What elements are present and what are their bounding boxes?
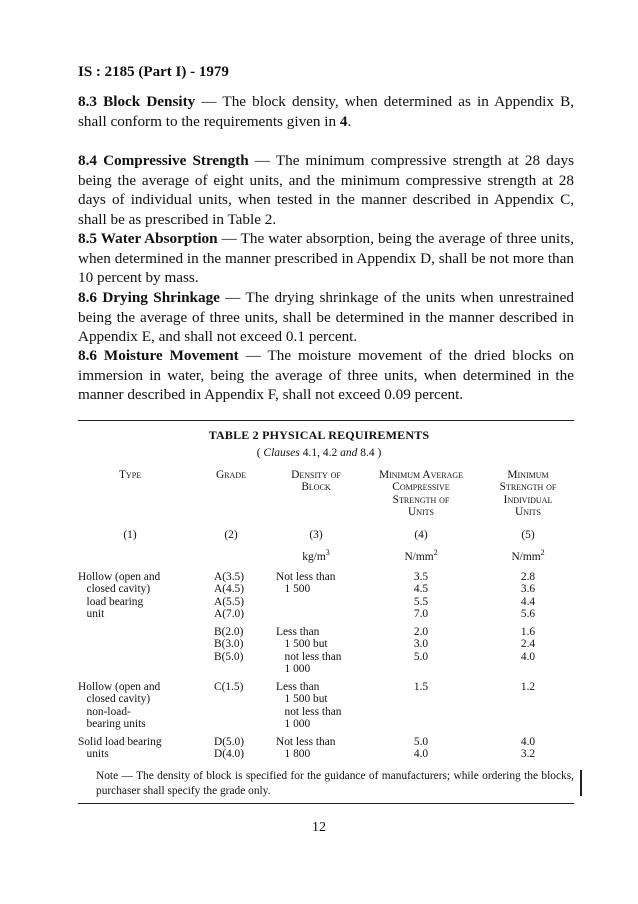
clauses-prefix: (	[256, 447, 264, 459]
section-heading: 8.3 Block Density	[78, 93, 196, 110]
col-number-2: (2)	[224, 529, 238, 541]
unit-avg-base: N/mm	[404, 550, 434, 563]
row-density: Less than 1 500 but not less than 1 000	[276, 681, 342, 731]
unit-density-sup: 3	[325, 548, 330, 557]
unit-ind-base: N/mm	[511, 550, 541, 563]
row-grade: A(3.5) A(4.5) A(5.5) A(7.0)	[214, 571, 245, 621]
clauses-label: Clauses	[263, 447, 300, 459]
unit-density-base: kg/m	[302, 550, 326, 563]
col-number-4: (4)	[414, 529, 428, 541]
section-text: — The moisture movement of the dried blocks on immersion in water, being the average of three units, when determined in the manner described in Appendix F, shall not exceed 0.09 percent.	[78, 347, 575, 403]
page-number: 12	[312, 820, 326, 835]
row-grade: B(2.0) B(3.0) B(5.0)	[214, 626, 244, 663]
row-individual-strength: 4.0 3.2	[520, 736, 536, 761]
header-grade: Grade	[215, 469, 246, 481]
change-bar	[580, 770, 582, 796]
table-bottom-rule	[78, 803, 574, 804]
row-avg-strength: 3.5 4.5 5.5 7.0	[413, 571, 429, 621]
section-ref: 4	[339, 112, 348, 130]
row-type: Hollow (open and closed cavity) load bearing unit	[78, 571, 161, 621]
row-density: Not less than 1 500	[276, 571, 336, 596]
document-header: IS : 2185 (Part I) - 1979	[78, 64, 229, 80]
row-type: Hollow (open and closed cavity) non-load- bearing units	[78, 681, 161, 731]
section-heading: 8.5 Water Absorption	[78, 230, 218, 247]
unit-density	[272, 547, 360, 563]
header-type: Type	[118, 469, 142, 481]
section-text: — The water absorption, being the average of three units, when determined in the manner prescribed in Appendix D, shall be not more than 10 percent by mass.	[78, 230, 575, 286]
clauses-last: 8.4 )	[357, 447, 382, 459]
col-number-1: (1)	[123, 529, 137, 541]
row-grade: D(5.0) D(4.0)	[214, 736, 245, 761]
col-number-3: (3)	[309, 529, 323, 541]
unit-avg-sup: 2	[433, 548, 438, 557]
row-avg-strength: 5.0 4.0	[413, 736, 429, 761]
unit-ind-sup: 2	[540, 548, 545, 557]
row-density: Not less than 1 800	[276, 736, 336, 761]
clauses-and: and	[340, 447, 358, 459]
section-heading: 8.6 Drying Shrinkage	[78, 289, 220, 306]
row-individual-strength: 1.6 2.4 4.0	[520, 626, 536, 663]
row-type: Solid load bearing units	[78, 736, 162, 761]
section-heading: 8.4 Compressive Strength	[78, 152, 249, 169]
section-text: — The block density, when determined as in Appendix B, shall conform to the requirements given in	[78, 93, 575, 130]
col-number-5: (5)	[521, 529, 535, 541]
unit-avg-strength	[360, 547, 482, 563]
row-individual-strength: 2.8 3.6 4.4 5.6	[520, 571, 536, 621]
header-min-avg-strength: Minimum Average Compressive Strength of Units	[378, 469, 464, 519]
row-avg-strength: 1.5	[413, 681, 429, 693]
clauses-refs: 4.1, 4.2	[299, 447, 341, 459]
row-grade: C(1.5)	[214, 681, 244, 693]
row-avg-strength: 2.0 3.0 5.0	[413, 626, 429, 663]
row-density: Less than 1 500 but not less than 1 000	[276, 626, 342, 676]
table-note: Note — The density of block is specified for the guidance of manufacturers; while ordering the blocks, purchaser shall specify the grade only.	[96, 770, 574, 797]
section-heading: 8.6 Moisture Movement	[78, 347, 239, 364]
section-tail: .	[347, 112, 352, 130]
unit-individual-strength	[482, 547, 574, 563]
header-min-individual-strength: Minimum Strength of Individual Units	[499, 469, 557, 519]
section-text: — The drying shrinkage of the units when unrestrained being the average of three units, shall be determined in the manner described in Appendix E, and shall not exceed 0.1 percent.	[78, 289, 574, 345]
section-text: — The minimum compressive strength at 28 days being the average of eight units, and the minimum compressive strength at 28 days of individual units, when tested in the manner described in Appendix C, shall be as prescribed in Table 2.	[78, 152, 574, 228]
row-individual-strength: 1.2	[520, 681, 536, 693]
header-density: Density of Block	[291, 469, 341, 494]
table-title: TABLE 2 PHYSICAL REQUIREMENTS	[208, 428, 430, 442]
